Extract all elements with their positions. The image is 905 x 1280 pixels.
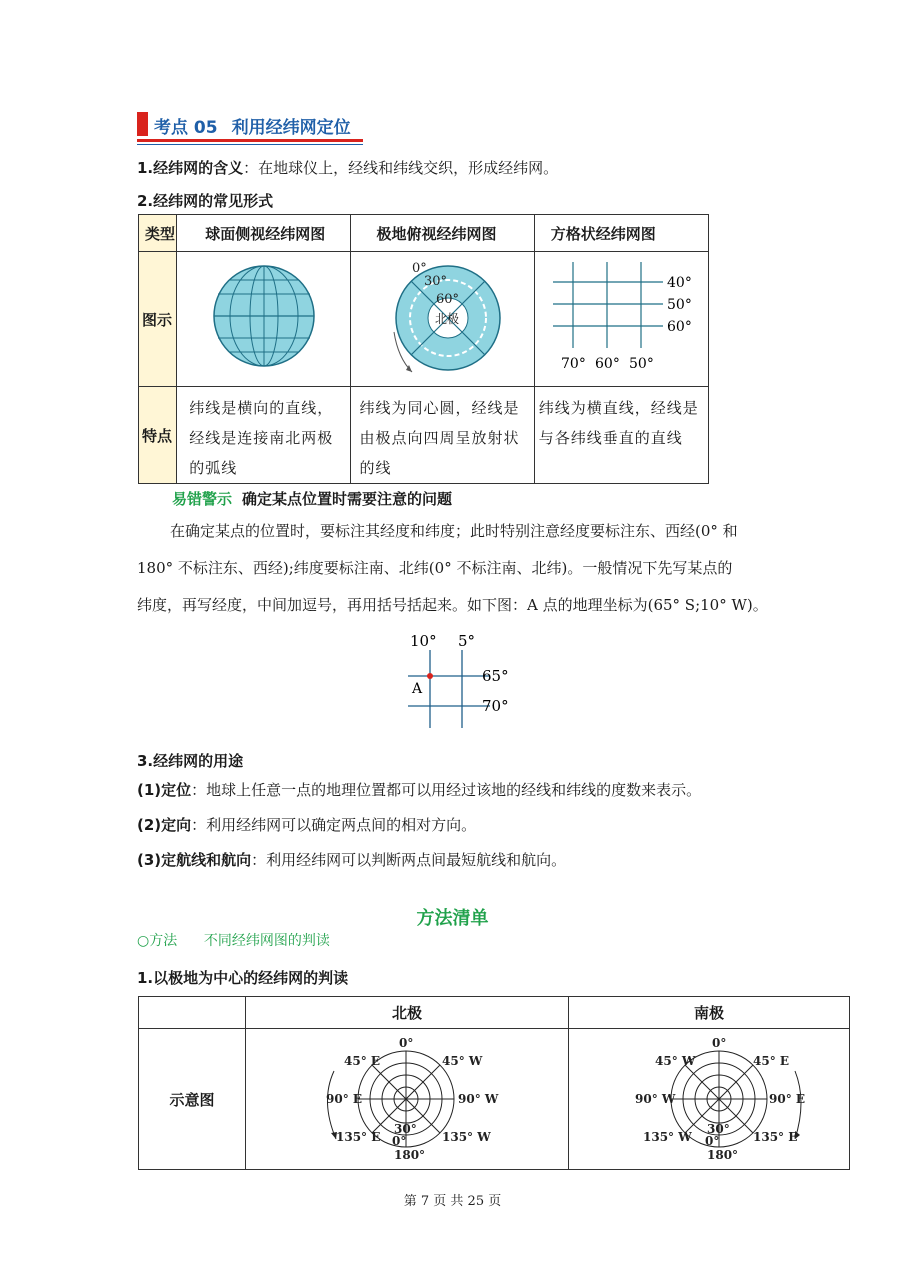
small-point-a: A: [412, 681, 423, 697]
grid-lat-60: 60°: [667, 319, 693, 335]
n-label-ml: 90° E: [326, 1092, 363, 1106]
feature-globe: 纬线是横向的直线，经线是连接南北两极的弧线: [177, 387, 351, 484]
small-lat-70: 70°: [482, 697, 509, 715]
n-label-bottom: 180°: [394, 1148, 426, 1162]
warning-heading: [172, 488, 452, 509]
small-lon-10: 10°: [410, 632, 437, 650]
coordinate-example-grid: [400, 630, 520, 730]
n-label-bl: 135° E: [336, 1130, 381, 1144]
col-polar: 极地俯视经纬网图: [351, 215, 534, 252]
s-label-br: 135° E: [753, 1130, 798, 1144]
heading-underline-thin: [137, 144, 363, 145]
n-label-mr: 90° W: [458, 1092, 499, 1106]
s-label-top: 0°: [712, 1036, 727, 1050]
section-title: 考点 05 利用经纬网定位: [154, 118, 351, 138]
polar-label-30: 30°: [424, 274, 448, 289]
use-2: (2)定向：利用经纬网可以确定两点间的相对方向。: [137, 816, 477, 834]
north-pole-diagram: [246, 1029, 568, 1165]
page-footer: 第 7 页 共 25 页: [403, 1194, 502, 1209]
s-label-tl: 45° W: [655, 1054, 696, 1068]
n-label-tl: 45° E: [344, 1054, 381, 1068]
polar-label-60: 60°: [436, 292, 460, 307]
method-line: ○方法 不同经纬网图的判读: [137, 933, 330, 949]
s-label-tr: 45° E: [753, 1054, 790, 1068]
n-label-top: 0°: [399, 1036, 414, 1050]
col-grid: 方格状经纬网图: [534, 215, 708, 252]
method-subtitle: 1.以极地为中心的经纬网的判读: [137, 969, 349, 987]
section-heading: [137, 110, 367, 138]
t2-col-north: 北极: [246, 997, 569, 1029]
methods-heading: 方法清单: [416, 908, 489, 929]
use-1: (1)定位：地球上任意一点的地理位置都可以用经过该地的经线和纬线的度数来表示。: [137, 781, 702, 799]
n-label-br: 135° W: [442, 1130, 491, 1144]
warning-tag: 易错警示: [172, 490, 233, 508]
grid-view: [535, 252, 707, 382]
south-pole-diagram: [569, 1029, 849, 1165]
use-3: (3)定航线和航向：利用经纬网可以判断两点间最短航线和航向。: [137, 851, 567, 869]
small-lat-65: 65°: [482, 667, 509, 685]
uses-title: 3.经纬网的用途: [137, 752, 244, 770]
row-feature-label: 特点: [139, 387, 177, 484]
grid-diagram-cell: [534, 252, 708, 387]
polar-label-0: 0°: [412, 261, 427, 276]
heading-underline: [137, 139, 363, 142]
n-label-30: 30°: [394, 1122, 417, 1136]
paragraph-forms-title: 2.经纬网的常见形式: [137, 192, 274, 210]
polar-label-pole: 北极: [435, 312, 460, 326]
s-label-bottom: 180°: [707, 1148, 739, 1162]
grid-lon-70: 70°: [561, 356, 587, 372]
small-lon-5: 5°: [458, 632, 476, 650]
heading-marker: [137, 112, 148, 136]
feature-grid: 纬线为横直线，经线是与各纬线垂直的直线: [534, 387, 708, 484]
warning-line-2: 180° 不标注东、西经);纬度要标注南、北纬(0° 不标注南、北纬)。一般情况下先写某点的: [137, 559, 733, 577]
grid-lat-50: 50°: [667, 297, 693, 313]
polar-top-view: [352, 252, 533, 382]
grid-lat-40: 40°: [667, 275, 693, 291]
feature-polar: 纬线为同心圆，经线是由极点向四周呈放射状的线: [351, 387, 534, 484]
warning-line-3: 纬度，再写经度，中间加逗号，再用括号括起来。如下图：A 点的地理坐标为(65° S;10° W)。: [137, 596, 768, 614]
row-diagram-label: 图示: [139, 252, 177, 387]
s-label-ml: 90° W: [635, 1092, 676, 1106]
north-diagram-cell: [246, 1029, 569, 1170]
t2-col-south: 南极: [569, 997, 850, 1029]
t2-corner: [139, 997, 246, 1029]
grid-lon-50: 50°: [629, 356, 655, 372]
polar-reading-table: [138, 996, 850, 1170]
globe-diagram-cell: [177, 252, 351, 387]
graticule-forms-table: [138, 214, 709, 484]
col-globe: 球面侧视经纬网图: [177, 215, 351, 252]
polar-diagram-cell: [351, 252, 534, 387]
point-a-marker: [427, 673, 433, 679]
n-label-0: 0°: [392, 1134, 407, 1148]
grid-lon-60: 60°: [595, 356, 621, 372]
s-label-0: 0°: [705, 1134, 720, 1148]
paragraph-meaning: 1.经纬网的含义：在地球仪上，经线和纬线交织，形成经纬网。: [137, 159, 559, 177]
col-type: 类型: [139, 215, 177, 252]
globe-side-view: [178, 252, 350, 382]
s-label-bl: 135° W: [643, 1130, 692, 1144]
south-diagram-cell: [569, 1029, 850, 1170]
s-label-mr: 90° E: [769, 1092, 806, 1106]
s-label-30: 30°: [707, 1122, 730, 1136]
warning-title: 确定某点位置时需要注意的问题: [242, 490, 453, 508]
warning-line-1: 在确定某点的位置时，要标注其经度和纬度；此时特别注意经度要标注东、西经(0° 和: [170, 522, 738, 540]
t2-row-label: 示意图: [139, 1029, 246, 1170]
n-label-tr: 45° W: [442, 1054, 483, 1068]
